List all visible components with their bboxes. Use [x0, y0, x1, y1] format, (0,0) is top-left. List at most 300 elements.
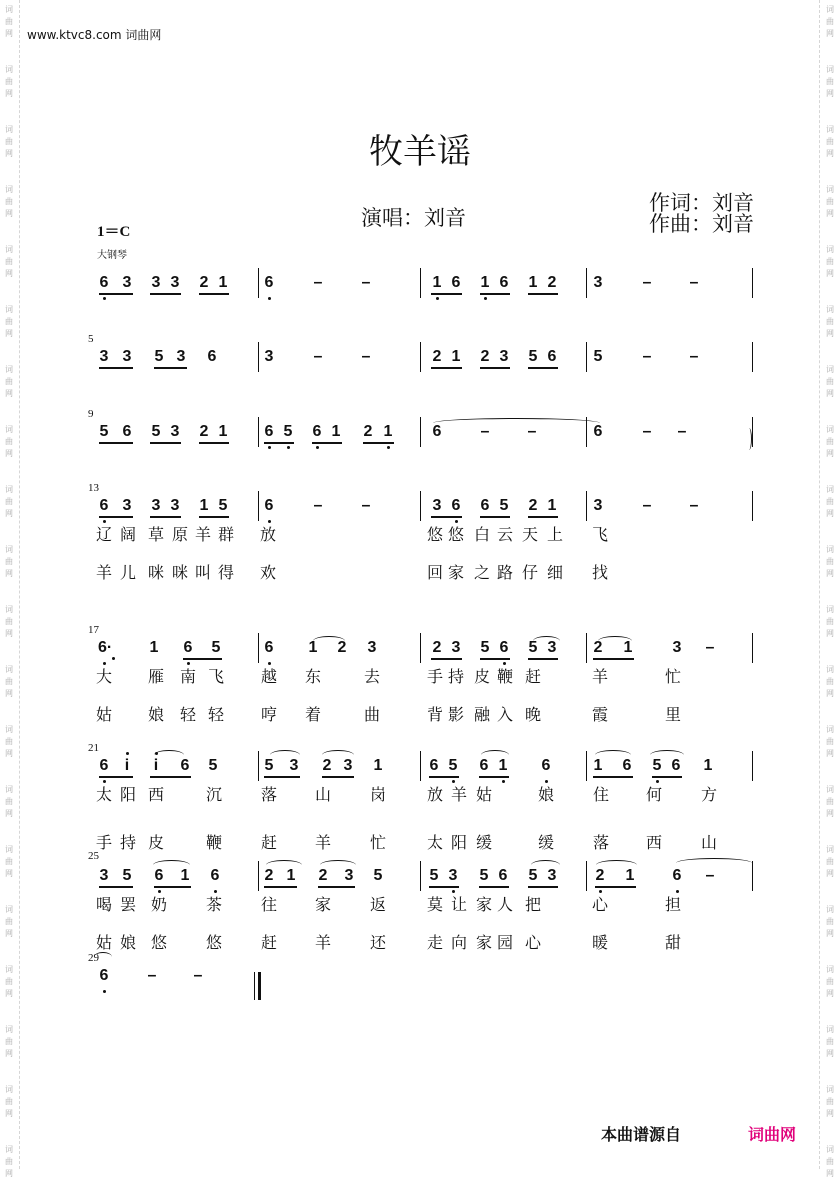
beam-underline [183, 658, 222, 660]
lyric-char: 山 [700, 833, 717, 852]
lyric-char: 羊 [194, 525, 211, 544]
jianpu-note: 3 [264, 348, 274, 365]
barline [752, 268, 753, 298]
jianpu-note: – [705, 639, 715, 656]
lyric-char: 太 [95, 785, 112, 804]
jianpu-note: 2 [322, 757, 332, 774]
lyric-char: 手 [426, 667, 443, 686]
watermark-glyphs: 词 曲 网 [826, 365, 834, 398]
lyric-char: 娘 [537, 785, 554, 804]
composer-credit: 作曲：刘音 [649, 212, 754, 236]
lyric-char: 天 [521, 525, 538, 544]
jianpu-note: 3 [593, 497, 603, 514]
barline [258, 491, 259, 521]
jianpu-note: – [313, 348, 323, 365]
lyric-char: 原 [171, 525, 188, 544]
final-barline-thick [258, 972, 261, 1000]
lyric-char: 影 [447, 705, 464, 724]
jianpu-note: 6 [499, 274, 509, 291]
beam-underline [264, 442, 294, 444]
beam-underline [595, 886, 636, 888]
lyric-char: 方 [700, 785, 717, 804]
barline [586, 633, 587, 663]
jianpu-note: 1 [451, 348, 461, 365]
barline [258, 633, 259, 663]
jianpu-note: 3 [672, 639, 682, 656]
octave-dot-low [187, 662, 190, 665]
tie-slur [433, 418, 600, 428]
jianpu-note: 6 [99, 274, 109, 291]
lyric-char: 皮 [473, 667, 490, 686]
lyric-char: 之 [473, 563, 490, 582]
jianpu-note: 3 [448, 867, 458, 884]
jianpu-note: – [361, 274, 371, 291]
lyric-char: 皮 [147, 833, 164, 852]
jianpu-note: 6 [593, 423, 603, 440]
octave-dot-low [503, 662, 506, 665]
jianpu-note: 5 [218, 497, 228, 514]
lyric-char: 持 [447, 667, 464, 686]
lyric-char: 住 [592, 785, 609, 804]
beam-underline [154, 886, 191, 888]
lyric-char: 把 [524, 895, 541, 914]
jianpu-note: 6 [432, 423, 442, 440]
watermark-glyphs: 词 曲 网 [5, 485, 13, 518]
lyric-char: 悠 [447, 525, 464, 544]
lyric-char: 阳 [119, 785, 136, 804]
lyric-char: 轻 [179, 705, 196, 724]
jianpu-note: 6 [264, 639, 274, 656]
beam-underline [154, 367, 187, 369]
jianpu-note: 5 [480, 639, 490, 656]
measure-number: 9 [88, 408, 94, 420]
jianpu-note: 6 [499, 639, 509, 656]
jianpu-note: 3 [593, 274, 603, 291]
jianpu-note: 3 [344, 867, 354, 884]
lyric-char: 沉 [205, 785, 222, 804]
beam-underline [479, 776, 509, 778]
lyric-char: 着 [304, 705, 321, 724]
lyric-char: 云 [496, 525, 513, 544]
lyricist-credit: 作词：刘音 [649, 191, 754, 215]
lyric-char: 忙 [664, 667, 681, 686]
lyric-char: 岗 [369, 785, 386, 804]
jianpu-note: 2 [432, 639, 442, 656]
key-signature: 1＝C [97, 224, 131, 240]
jianpu-note: – [677, 423, 687, 440]
jianpu-note: 5 [208, 757, 218, 774]
barline [258, 268, 259, 298]
lyric-char: 赶 [260, 933, 277, 952]
jianpu-note: 6 [99, 757, 109, 774]
watermark-glyphs: 词 曲 网 [5, 365, 13, 398]
tie-slur [270, 750, 300, 760]
jianpu-note: 1 [383, 423, 393, 440]
lyric-char: 咪 [171, 563, 188, 582]
beam-underline [264, 886, 297, 888]
barline [258, 751, 259, 781]
jianpu-note: 2 [363, 423, 373, 440]
barline [258, 342, 259, 372]
beam-underline [593, 776, 633, 778]
lyric-char: 家 [475, 895, 492, 914]
watermark-glyphs: 词 曲 网 [826, 605, 834, 638]
lyric-char: 娘 [119, 933, 136, 952]
jianpu-note: 2 [593, 639, 603, 656]
jianpu-note: 5 [373, 867, 383, 884]
lyric-char: 越 [260, 667, 277, 686]
lyric-char: 心 [524, 933, 541, 952]
measure-number: 21 [88, 742, 99, 754]
jianpu-note: 6 [622, 757, 632, 774]
watermark-glyphs: 词 曲 网 [826, 485, 834, 518]
barline [752, 861, 753, 891]
right-guide-line [819, 0, 820, 1169]
beam-underline [150, 516, 181, 518]
jianpu-note: 5 [211, 639, 221, 656]
jianpu-note: 5 [528, 639, 538, 656]
lyric-char: 走 [426, 933, 443, 952]
jianpu-note: – [361, 497, 371, 514]
octave-dot-low [545, 780, 548, 783]
watermark-glyphs: 词 曲 网 [5, 845, 13, 878]
lyric-char: 得 [217, 563, 234, 582]
watermark-glyphs: 词 曲 网 [826, 305, 834, 338]
jianpu-note: 6 [672, 867, 682, 884]
lyric-char: 姑 [95, 933, 112, 952]
watermark-glyphs: 词 曲 网 [826, 725, 834, 758]
lyric-char: 叫 [194, 563, 211, 582]
jianpu-note: 6 [547, 348, 557, 365]
jianpu-note: 6 [264, 423, 274, 440]
jianpu-note: 1 [547, 497, 557, 514]
lyric-char: 阳 [450, 833, 467, 852]
tie-slur [533, 636, 560, 646]
barline [752, 491, 753, 521]
lyric-char: 上 [546, 525, 563, 544]
lyric-char: 阔 [119, 525, 136, 544]
lyric-char: 曲 [363, 705, 380, 724]
beam-underline [480, 516, 510, 518]
jianpu-note: 6 [183, 639, 193, 656]
beam-underline [528, 886, 558, 888]
lyric-char: 羊 [450, 785, 467, 804]
lyric-char: 融 [473, 705, 490, 724]
jianpu-note: 5 [264, 757, 274, 774]
left-watermark-strip [2, 0, 16, 1178]
instrument-label: 大钢琴 [97, 250, 127, 261]
jianpu-note: 6 [312, 423, 322, 440]
watermark-glyphs: 词 曲 网 [826, 665, 834, 698]
lyric-char: 缓 [537, 833, 554, 852]
beam-underline [431, 367, 462, 369]
barline [752, 342, 753, 372]
barline [420, 861, 421, 891]
measure-number: 17 [88, 624, 99, 636]
lyric-char: 罢 [119, 895, 136, 914]
beam-underline [431, 658, 462, 660]
jianpu-note: 3 [499, 348, 509, 365]
watermark-glyphs: 词 曲 网 [5, 185, 13, 218]
measure-number: 13 [88, 482, 99, 494]
jianpu-note: 1 [218, 274, 228, 291]
lyric-char: 让 [450, 895, 467, 914]
tie-slur [153, 860, 190, 870]
jianpu-note: – [642, 274, 652, 291]
jianpu-note: 3 [170, 497, 180, 514]
jianpu-note: 6 [264, 497, 274, 514]
watermark-glyphs: 词 曲 网 [5, 965, 13, 998]
barline [420, 268, 421, 298]
final-barline-thin [254, 972, 255, 1000]
octave-dot-low [455, 520, 458, 523]
jianpu-note: – [642, 423, 652, 440]
jianpu-note: 6 [451, 274, 461, 291]
lyric-char: 羊 [314, 833, 331, 852]
jianpu-note: 3 [151, 274, 161, 291]
jianpu-note: 1 [480, 274, 490, 291]
watermark-glyphs: 词 曲 网 [5, 665, 13, 698]
jianpu-note: 3 [176, 348, 186, 365]
watermark-glyphs: 词 曲 网 [826, 905, 834, 938]
barline [586, 861, 587, 891]
jianpu-note: – [689, 497, 699, 514]
lyric-char: 入 [496, 705, 513, 724]
lyric-char: 悠 [150, 933, 167, 952]
barline [752, 417, 753, 447]
barline [420, 491, 421, 521]
watermark-glyphs: 词 曲 网 [5, 65, 13, 98]
octave-dot-low [387, 446, 390, 449]
jianpu-note: 5 [122, 867, 132, 884]
watermark-glyphs: 词 曲 网 [5, 1145, 13, 1178]
watermark-glyphs: 词 曲 网 [826, 125, 834, 158]
jianpu-note: – [480, 423, 490, 440]
octave-dot-low [316, 446, 319, 449]
jianpu-note: 3 [170, 274, 180, 291]
lyric-char: 人 [496, 895, 513, 914]
jianpu-note: 6 [498, 867, 508, 884]
jianpu-note: 6 [451, 497, 461, 514]
lyric-char: 园 [496, 933, 513, 952]
lyric-char: 回 [426, 563, 443, 582]
jianpu-note: 6 [99, 497, 109, 514]
beam-underline [480, 293, 510, 295]
lyric-char: 哼 [260, 705, 277, 724]
lyric-char: 辽 [95, 525, 112, 544]
beam-underline [312, 442, 342, 444]
beam-underline [150, 293, 181, 295]
jianpu-note: 6 [210, 867, 220, 884]
jianpu-note: 3 [432, 497, 442, 514]
source-site-link[interactable]: 词曲网 [748, 1125, 797, 1144]
jianpu-note: 5 [429, 867, 439, 884]
lyric-char: 雁 [147, 667, 164, 686]
octave-dot-low [268, 520, 271, 523]
watermark-glyphs: 词 曲 网 [826, 245, 834, 278]
watermark-glyphs: 词 曲 网 [826, 65, 834, 98]
beam-underline [199, 293, 229, 295]
barline [420, 751, 421, 781]
lyric-char: 缓 [475, 833, 492, 852]
jianpu-note: – [527, 423, 537, 440]
watermark-glyphs: 词 曲 网 [5, 1085, 13, 1118]
beam-underline [480, 658, 510, 660]
watermark-glyphs: 词 曲 网 [5, 605, 13, 638]
jianpu-note: 5 [499, 497, 509, 514]
lyric-char: 东 [304, 667, 321, 686]
octave-dot-high [126, 752, 129, 755]
lyric-char: 鞭 [205, 833, 222, 852]
jianpu-note: 2 [199, 423, 209, 440]
jianpu-note: 2 [337, 639, 347, 656]
lyric-char: 莫 [426, 895, 443, 914]
watermark-glyphs: 词 曲 网 [826, 425, 834, 458]
watermark-glyphs: 词 曲 网 [5, 905, 13, 938]
octave-dot-low [268, 662, 271, 665]
jianpu-note: i [153, 757, 159, 774]
lyric-char: 里 [664, 705, 681, 724]
lyric-char: 羊 [591, 667, 608, 686]
lyric-char: 咪 [147, 563, 164, 582]
tie-slur [598, 636, 632, 646]
jianpu-note: 1 [373, 757, 383, 774]
lyric-char: 大 [95, 667, 112, 686]
jianpu-note: 5 [448, 757, 458, 774]
lyric-char: 南 [179, 667, 196, 686]
lyric-char: 姑 [95, 705, 112, 724]
jianpu-note: 1 [180, 867, 190, 884]
jianpu-note: – [689, 348, 699, 365]
watermark-glyphs: 词 曲 网 [826, 1085, 834, 1118]
jianpu-note: 1 [625, 867, 635, 884]
jianpu-note: 2 [480, 348, 490, 365]
watermark-glyphs: 词 曲 网 [5, 785, 13, 818]
lyric-char: 手 [95, 833, 112, 852]
barline [752, 633, 753, 663]
lyric-char: 放 [259, 525, 276, 544]
barline [258, 861, 259, 891]
lyric-char: 鞭 [496, 667, 513, 686]
watermark-glyphs: 词 曲 网 [5, 425, 13, 458]
tie-slur [595, 750, 631, 760]
watermark-glyphs: 词 曲 网 [5, 245, 13, 278]
jianpu-note: 3 [170, 423, 180, 440]
jianpu-note: i [124, 757, 130, 774]
tie-slur [322, 750, 354, 760]
jianpu-note: 1 [149, 639, 159, 656]
barline [586, 268, 587, 298]
octave-dot-low [158, 890, 161, 893]
barline [258, 417, 259, 447]
jianpu-note: 5 [528, 867, 538, 884]
watermark-glyphs: 词 曲 网 [826, 1145, 834, 1178]
lyric-char: 家 [447, 563, 464, 582]
jianpu-note: – [361, 348, 371, 365]
octave-dot-low [103, 520, 106, 523]
jianpu-note: 6 [264, 274, 274, 291]
jianpu-note: 6 [122, 423, 132, 440]
octave-dot-low [436, 297, 439, 300]
measure-number: 25 [88, 850, 99, 862]
jianpu-note: 3 [99, 867, 109, 884]
jianpu-note: 2 [528, 497, 538, 514]
jianpu-note: 1 [199, 497, 209, 514]
watermark-glyphs: 词 曲 网 [5, 1025, 13, 1058]
lyric-char: 落 [592, 833, 609, 852]
lyric-char: 悠 [426, 525, 443, 544]
octave-dot-low [268, 446, 271, 449]
lyric-char: 持 [119, 833, 136, 852]
jianpu-note: 3 [289, 757, 299, 774]
tie-slur [94, 952, 112, 962]
jianpu-note: 1 [623, 639, 633, 656]
watermark-glyphs: 词 曲 网 [826, 5, 834, 38]
octave-dot-low [287, 446, 290, 449]
beam-underline [363, 442, 394, 444]
watermark-glyphs: 词 曲 网 [5, 305, 13, 338]
jianpu-note: 6 [99, 967, 109, 984]
jianpu-note: 3 [547, 867, 557, 884]
left-guide-line [19, 0, 20, 1169]
barline [586, 342, 587, 372]
jianpu-note: 5 [154, 348, 164, 365]
lyric-char: 晚 [524, 705, 541, 724]
octave-dot-low [452, 780, 455, 783]
beam-underline [199, 442, 229, 444]
barline [586, 491, 587, 521]
beam-underline [322, 776, 354, 778]
beam-underline [318, 886, 355, 888]
jianpu-note: – [689, 274, 699, 291]
lyric-char: 太 [426, 833, 443, 852]
lyric-char: 担 [664, 895, 681, 914]
credits-block [649, 193, 754, 235]
jianpu-note: 5 [283, 423, 293, 440]
jianpu-note: – [193, 967, 203, 984]
beam-underline [593, 658, 634, 660]
jianpu-note: 6 [207, 348, 217, 365]
jianpu-note: 5 [593, 348, 603, 365]
jianpu-note: 3 [99, 348, 109, 365]
lyric-char: 还 [369, 933, 386, 952]
beam-underline [199, 516, 229, 518]
right-watermark-strip [823, 0, 837, 1178]
octave-dot-low [268, 297, 271, 300]
jianpu-note: 3 [151, 497, 161, 514]
beam-underline [429, 886, 459, 888]
jianpu-note: 6 [180, 757, 190, 774]
jianpu-note: 6 [154, 867, 164, 884]
jianpu-note: – [313, 274, 323, 291]
jianpu-note: 1 [432, 274, 442, 291]
jianpu-note: 3 [122, 497, 132, 514]
jianpu-note: 1 [286, 867, 296, 884]
watermark-glyphs: 词 曲 网 [5, 125, 13, 158]
tie-slur [266, 860, 302, 870]
lyric-char: 羊 [95, 563, 112, 582]
augmentation-dot [112, 657, 115, 660]
site-url: www.ktvc8.com 词曲网 [27, 28, 162, 42]
beam-underline [99, 886, 133, 888]
song-title: 牧羊谣 [369, 132, 471, 172]
lyric-char: 返 [369, 895, 386, 914]
beam-underline [528, 293, 558, 295]
beam-underline [99, 293, 133, 295]
lyric-char: 娘 [147, 705, 164, 724]
lyric-char: 放 [426, 785, 443, 804]
lyric-char: 茶 [205, 895, 222, 914]
